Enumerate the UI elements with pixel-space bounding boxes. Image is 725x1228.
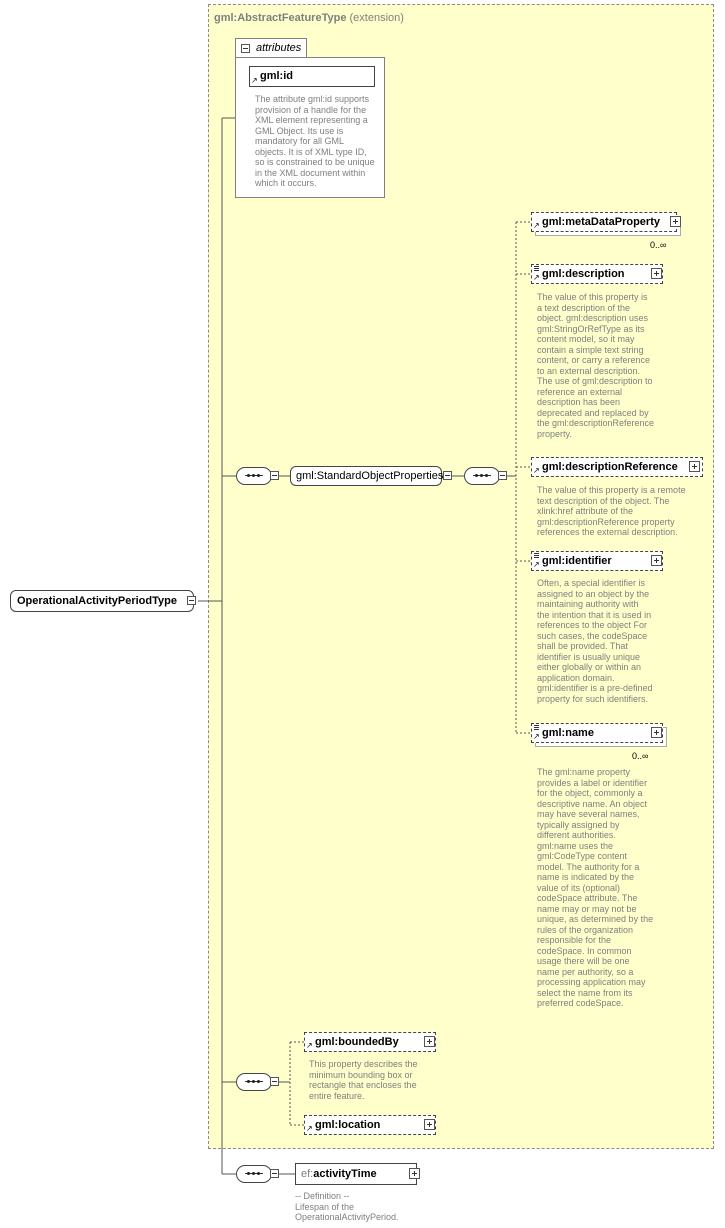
reference-arrow-icon: ↗: [533, 732, 540, 741]
expand-icon[interactable]: [689, 461, 700, 472]
doc-line: text description of the object. The: [537, 495, 670, 506]
doc-line: The value of this property is a remote: [537, 485, 686, 495]
expand-icon[interactable]: [651, 268, 662, 279]
doc-line: value of its (optional): [537, 882, 621, 893]
doc-line: rules of the organization: [537, 924, 634, 935]
sequence-compositor-2[interactable]: [236, 1073, 272, 1091]
reference-arrow-icon: ↗: [251, 76, 258, 85]
doc-line: preferred codeSpace.: [537, 998, 624, 1008]
doc-line: reference an external: [537, 386, 623, 397]
doc-line: minimum bounding box or: [309, 1069, 413, 1080]
reference-arrow-icon: ↗: [533, 221, 540, 230]
element-name: gml:identifier: [542, 555, 612, 567]
doc-line: The attribute gml:id supports: [255, 94, 370, 104]
element-gml-location[interactable]: [304, 1115, 436, 1135]
simple-content-icon: [534, 266, 539, 272]
doc-line: either globally or within an: [537, 662, 642, 672]
reference-arrow-icon: ↗: [533, 560, 540, 569]
doc-line: select the name from its: [537, 987, 633, 998]
root-collapse-icon[interactable]: [187, 596, 196, 605]
doc-line: mandatory for all GML: [255, 136, 345, 146]
sequence-group-collapse-icon[interactable]: [498, 471, 507, 480]
sequence-compositor-1[interactable]: [236, 467, 272, 485]
doc-line: references to the object For: [537, 620, 648, 630]
doc-line: The value of this property is: [537, 292, 648, 302]
doc-line: This property describes the: [309, 1059, 418, 1069]
base-type-label: gml:AbstractFeatureType: [214, 12, 347, 24]
attributes-tab[interactable]: [235, 38, 307, 58]
doc-line: model. The authority for a: [537, 861, 640, 872]
doc-line: application domain.: [537, 672, 615, 683]
doc-line: gml:identifier is a pre-defined: [537, 683, 653, 693]
cardinality-label: 0..∞: [632, 751, 649, 761]
doc-line: Often, a special identifier is: [537, 578, 646, 588]
doc-line: object. gml:description uses: [537, 313, 649, 323]
expand-icon[interactable]: [424, 1036, 435, 1047]
doc-line: description has been: [537, 397, 621, 407]
simple-content-icon: [534, 725, 539, 731]
element-name-doc: [537, 767, 653, 1009]
doc-line: xlink:href attribute of the: [537, 506, 634, 516]
doc-line: identifier is usually unique: [537, 651, 641, 662]
extension-qualifier: (extension): [349, 12, 404, 24]
sequence-2-collapse-icon[interactable]: [270, 1077, 279, 1086]
element-descriptionreference-doc: [537, 485, 686, 538]
doc-line: codeSpace attribute. The: [537, 893, 638, 903]
doc-line: -- Definition --: [295, 1191, 350, 1201]
doc-line: provides a label or identifier: [537, 777, 648, 788]
doc-line: Lifespan of the: [295, 1201, 355, 1212]
reference-arrow-icon: ↗: [533, 273, 540, 282]
sequence-1-collapse-icon[interactable]: [270, 471, 279, 480]
doc-line: a text description of the: [537, 302, 631, 313]
doc-line: property for such identifiers.: [537, 693, 649, 704]
doc-line: XML element representing a: [255, 115, 368, 125]
element-gml-descriptionreference[interactable]: [531, 457, 703, 477]
doc-line: to an external description.: [537, 365, 641, 376]
reference-arrow-icon: ↗: [533, 466, 540, 475]
expand-icon[interactable]: [670, 216, 681, 227]
attribute-gml-id[interactable]: [249, 66, 375, 87]
element-name: gml:name: [542, 727, 594, 739]
doc-line: processing application may: [537, 977, 646, 987]
doc-line: typically assigned by: [537, 819, 620, 830]
doc-line: objects. It is of XML type ID,: [255, 146, 367, 157]
element-gml-description[interactable]: [531, 264, 663, 284]
doc-line: contain a simple text string: [537, 344, 644, 355]
doc-line: entire feature.: [309, 1090, 365, 1101]
doc-line: the intention that it is used in: [537, 609, 652, 620]
doc-line: gml:StringOrRefType as its: [537, 323, 645, 334]
sequence-compositor-3[interactable]: [236, 1165, 272, 1183]
doc-line: gml:name uses the: [537, 840, 614, 851]
doc-line: maintaining authority with: [537, 599, 639, 609]
attributes-tab-label: attributes: [256, 42, 302, 54]
doc-line: references the external description.: [537, 527, 678, 537]
group-collapse-icon[interactable]: [443, 471, 452, 480]
doc-line: so is constrained to be unique: [255, 157, 375, 167]
doc-line: gml:CodeType content: [537, 851, 628, 861]
reference-arrow-icon: ↗: [306, 1124, 313, 1133]
doc-line: rectangle that encloses the: [309, 1080, 417, 1090]
group-name: gml:StandardObjectProperties: [296, 470, 444, 482]
doc-line: which it occurs.: [255, 178, 317, 188]
attribute-id-doc: [255, 94, 375, 189]
doc-line: name is indicated by the: [537, 872, 635, 882]
doc-line: for the object, commonly a: [537, 788, 643, 798]
expand-icon[interactable]: [651, 555, 662, 566]
expand-icon[interactable]: [424, 1119, 435, 1130]
doc-line: OperationalActivityPeriod.: [295, 1212, 399, 1222]
element-name: gml:metaDataProperty: [542, 216, 660, 228]
doc-line: The use of gml:description to: [537, 376, 653, 386]
doc-line: responsible for the: [537, 935, 612, 945]
doc-line: descriptive name. An object: [537, 798, 648, 809]
doc-line: the gml:descriptionReference: [537, 418, 655, 428]
doc-line: The gml:name property: [537, 767, 631, 777]
doc-line: deprecated and replaced by: [537, 407, 649, 418]
doc-line: gml:descriptionReference property: [537, 516, 675, 527]
root-complex-type[interactable]: [10, 590, 194, 612]
element-ef-activitytime[interactable]: [295, 1163, 417, 1185]
element-activitytime-doc: [295, 1191, 399, 1223]
expand-icon[interactable]: [651, 727, 662, 738]
element-name: gml:boundedBy: [315, 1036, 399, 1048]
doc-line: shall be provided. That: [537, 641, 628, 651]
element-local-name: activityTime: [313, 1168, 377, 1180]
element-gml-identifier[interactable]: [531, 551, 663, 571]
doc-line: assigned to an object by the: [537, 588, 650, 599]
element-gml-boundedby[interactable]: [304, 1032, 436, 1052]
doc-line: usage there will be one: [537, 956, 630, 966]
attributes-collapse-icon[interactable]: [241, 44, 250, 53]
doc-line: may have several names,: [537, 809, 640, 819]
expand-icon[interactable]: [409, 1168, 420, 1179]
sequence-compositor-group[interactable]: [464, 467, 500, 485]
element-identifier-doc: [537, 578, 653, 704]
element-name: gml:location: [315, 1119, 381, 1131]
element-name: gml:descriptionReference: [542, 461, 678, 473]
doc-line: GML Object. Its use is: [255, 125, 344, 136]
doc-line: different authorities.: [537, 830, 616, 840]
element-name: gml:description: [542, 268, 625, 280]
doc-line: property.: [537, 428, 572, 439]
element-name: [301, 1168, 377, 1180]
group-standard-object-properties[interactable]: [290, 466, 442, 486]
doc-line: such cases, the codeSpace: [537, 630, 648, 641]
doc-line: in the XML document within: [255, 167, 366, 178]
root-type-name: OperationalActivityPeriodType: [17, 595, 177, 607]
namespace-prefix: ef:: [301, 1168, 314, 1180]
doc-line: content, or carry a reference: [537, 355, 651, 365]
element-description-doc: [537, 292, 654, 439]
doc-line: content model, so it may: [537, 334, 635, 344]
doc-line: provision of a handle for the: [255, 104, 367, 115]
doc-line: name per authority, so a: [537, 966, 634, 977]
cardinality-label: 0..∞: [650, 240, 667, 250]
doc-line: codeSpace. In common: [537, 945, 632, 956]
element-boundedby-doc: [309, 1059, 418, 1101]
doc-line: unique, as determined by the: [537, 914, 654, 924]
sequence-3-collapse-icon[interactable]: [270, 1169, 279, 1178]
element-gml-metadataproperty[interactable]: [531, 212, 677, 232]
reference-arrow-icon: ↗: [306, 1041, 313, 1050]
attribute-name: gml:id: [260, 70, 293, 82]
simple-content-icon: [534, 553, 539, 559]
doc-line: name may or may not be: [537, 903, 637, 914]
element-gml-name[interactable]: [531, 723, 663, 743]
